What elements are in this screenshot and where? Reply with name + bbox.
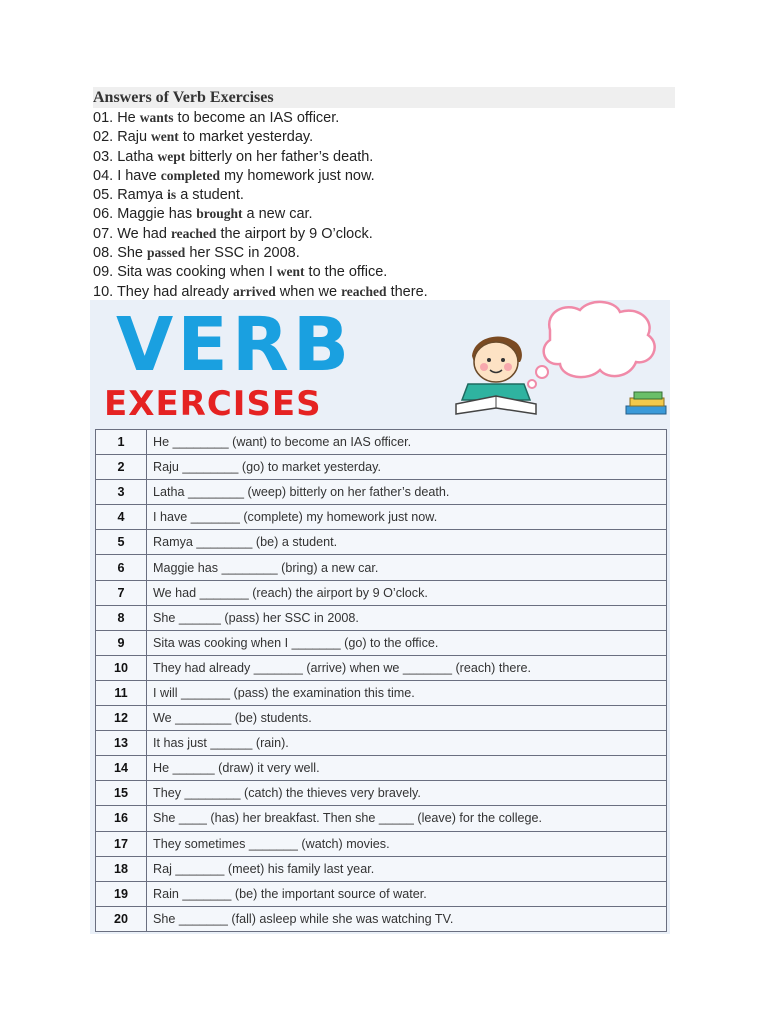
worksheet-title-exercises: EXERCISES [104,384,322,424]
answers-section [93,87,675,301]
answer-line [93,204,675,223]
worksheet-title-verb: VERB [116,302,354,388]
exercise-sentence: They sometimes _______ (watch) movies. [147,831,667,856]
answer-text: there. [386,283,428,300]
answer-line [93,282,675,301]
exercise-sentence: They ________ (catch) the thieves very bravely. [147,781,667,806]
answer-number: 05. [93,187,118,204]
exercise-number: 1 [96,430,147,455]
exercise-number: 10 [96,655,147,680]
answer-number: 04. [93,167,118,184]
exercise-sentence: Raju ________ (go) to market yesterday. [147,455,667,480]
answer-text: bitterly on her father’s death. [185,148,374,165]
answer-text: to market yesterday. [178,129,314,146]
answer-text: We had [117,225,171,242]
thought-bubble-icon [528,302,655,388]
exercise-sentence: They had already _______ (arrive) when we _______ (reach) there. [147,655,667,680]
exercise-row [96,680,667,705]
exercise-number: 2 [96,455,147,480]
answer-text: They had already [116,283,234,300]
answer-line [93,108,675,127]
exercise-sentence: It has just ______ (rain). [147,731,667,756]
verb-exercises-worksheet [90,300,670,934]
answer-number: 08. [93,245,118,262]
exercise-number: 15 [96,781,147,806]
answer-text: Maggie has [117,206,197,223]
exercise-row [96,530,667,555]
answer-verb: went [276,264,305,280]
answer-text: a student. [176,187,244,204]
exercise-row [96,605,667,630]
answer-text: He [117,110,140,126]
exercise-row [96,480,667,505]
exercise-sentence: She ______ (pass) her SSC in 2008. [147,605,667,630]
answer-text: her SSC in 2008. [185,245,300,262]
exercise-sentence: She ____ (has) her breakfast. Then she _____ (leave) for the college. [147,806,667,831]
answer-verb: is [167,187,177,203]
exercise-sentence: I have _______ (complete) my homework just now. [147,505,667,530]
exercise-sentence: Rain _______ (be) the important source of water. [147,881,667,906]
answer-verb: reached [341,283,387,299]
exercise-sentence: I will _______ (pass) the examination this time. [147,680,667,705]
answer-text: the airport by 9 O’clock. [216,225,373,242]
exercise-row [96,781,667,806]
answer-verb: went [151,129,179,145]
books-icon [626,392,666,414]
exercise-row [96,706,667,731]
exercise-row [96,630,667,655]
exercise-number: 18 [96,856,147,881]
exercise-row [96,505,667,530]
answer-line [93,166,675,185]
exercise-row [96,756,667,781]
exercise-sentence: We ________ (be) students. [147,706,667,731]
exercise-row [96,555,667,580]
answer-number: 03. [93,148,118,165]
answers-list [93,108,675,301]
answer-line [93,243,675,262]
exercise-number: 13 [96,731,147,756]
exercise-number: 6 [96,555,147,580]
exercise-sentence: Latha ________ (weep) bitterly on her father’s death. [147,480,667,505]
exercise-number: 14 [96,756,147,781]
answer-number: 07. [93,225,118,242]
exercise-number: 7 [96,580,147,605]
exercise-sentence: Ramya ________ (be) a student. [147,530,667,555]
exercise-row [96,856,667,881]
answer-text: She [117,245,148,262]
answer-text: Latha [117,148,158,165]
exercise-sentence: He ______ (draw) it very well. [147,756,667,781]
exercise-number: 3 [96,480,147,505]
exercise-number: 11 [96,680,147,705]
answer-verb: reached [170,225,217,241]
exercise-row [96,731,667,756]
answer-verb: passed [147,245,186,261]
exercise-row [96,881,667,906]
exercise-table [95,429,667,932]
exercise-number: 17 [96,831,147,856]
answer-number: 09. [93,264,118,281]
exercise-number: 20 [96,906,147,931]
answer-verb: completed [160,167,220,183]
exercise-row [96,455,667,480]
exercise-row [96,580,667,605]
answer-number: 01. [93,110,118,126]
answer-verb: arrived [233,283,276,299]
answer-text: a new car. [242,206,313,223]
answer-line [93,262,675,281]
exercise-number: 12 [96,706,147,731]
answer-text: to the office. [304,264,388,281]
answer-verb: wants [139,110,174,125]
exercise-sentence: He ________ (want) to become an IAS officer. [147,430,667,455]
answer-number: 02. [93,129,118,146]
answers-title: Answers of Verb Exercises [93,87,675,108]
boy-reading-illustration [450,300,670,430]
exercise-number: 9 [96,630,147,655]
exercise-sentence: She _______ (fall) asleep while she was watching TV. [147,906,667,931]
exercise-sentence: Sita was cooking when I _______ (go) to the office. [147,630,667,655]
exercise-row [96,430,667,455]
answer-text: Raju [117,129,152,146]
exercise-number: 8 [96,605,147,630]
answer-text: to become an IAS officer. [173,110,340,126]
answer-line [93,127,675,146]
answer-verb: wept [157,148,186,164]
exercise-row [96,831,667,856]
exercise-sentence: Raj _______ (meet) his family last year. [147,856,667,881]
answer-line [93,224,675,243]
exercise-number: 16 [96,806,147,831]
answer-line [93,147,675,166]
answer-text: my homework just now. [219,167,375,184]
answer-text: Ramya [117,187,168,204]
exercise-sentence: We had _______ (reach) the airport by 9 O’clock. [147,580,667,605]
exercise-row [96,806,667,831]
answer-text: I have [117,167,161,184]
exercise-number: 4 [96,505,147,530]
answer-number: 10. [93,283,117,300]
answer-verb: brought [196,206,243,222]
answer-number: 06. [93,206,118,223]
exercise-sentence: Maggie has ________ (bring) a new car. [147,555,667,580]
exercise-number: 5 [96,530,147,555]
answer-text: when we [275,283,342,300]
exercise-number: 19 [96,881,147,906]
answer-line [93,185,675,204]
answer-text: Sita was cooking when I [117,264,277,281]
exercise-row [96,906,667,931]
exercise-row [96,655,667,680]
